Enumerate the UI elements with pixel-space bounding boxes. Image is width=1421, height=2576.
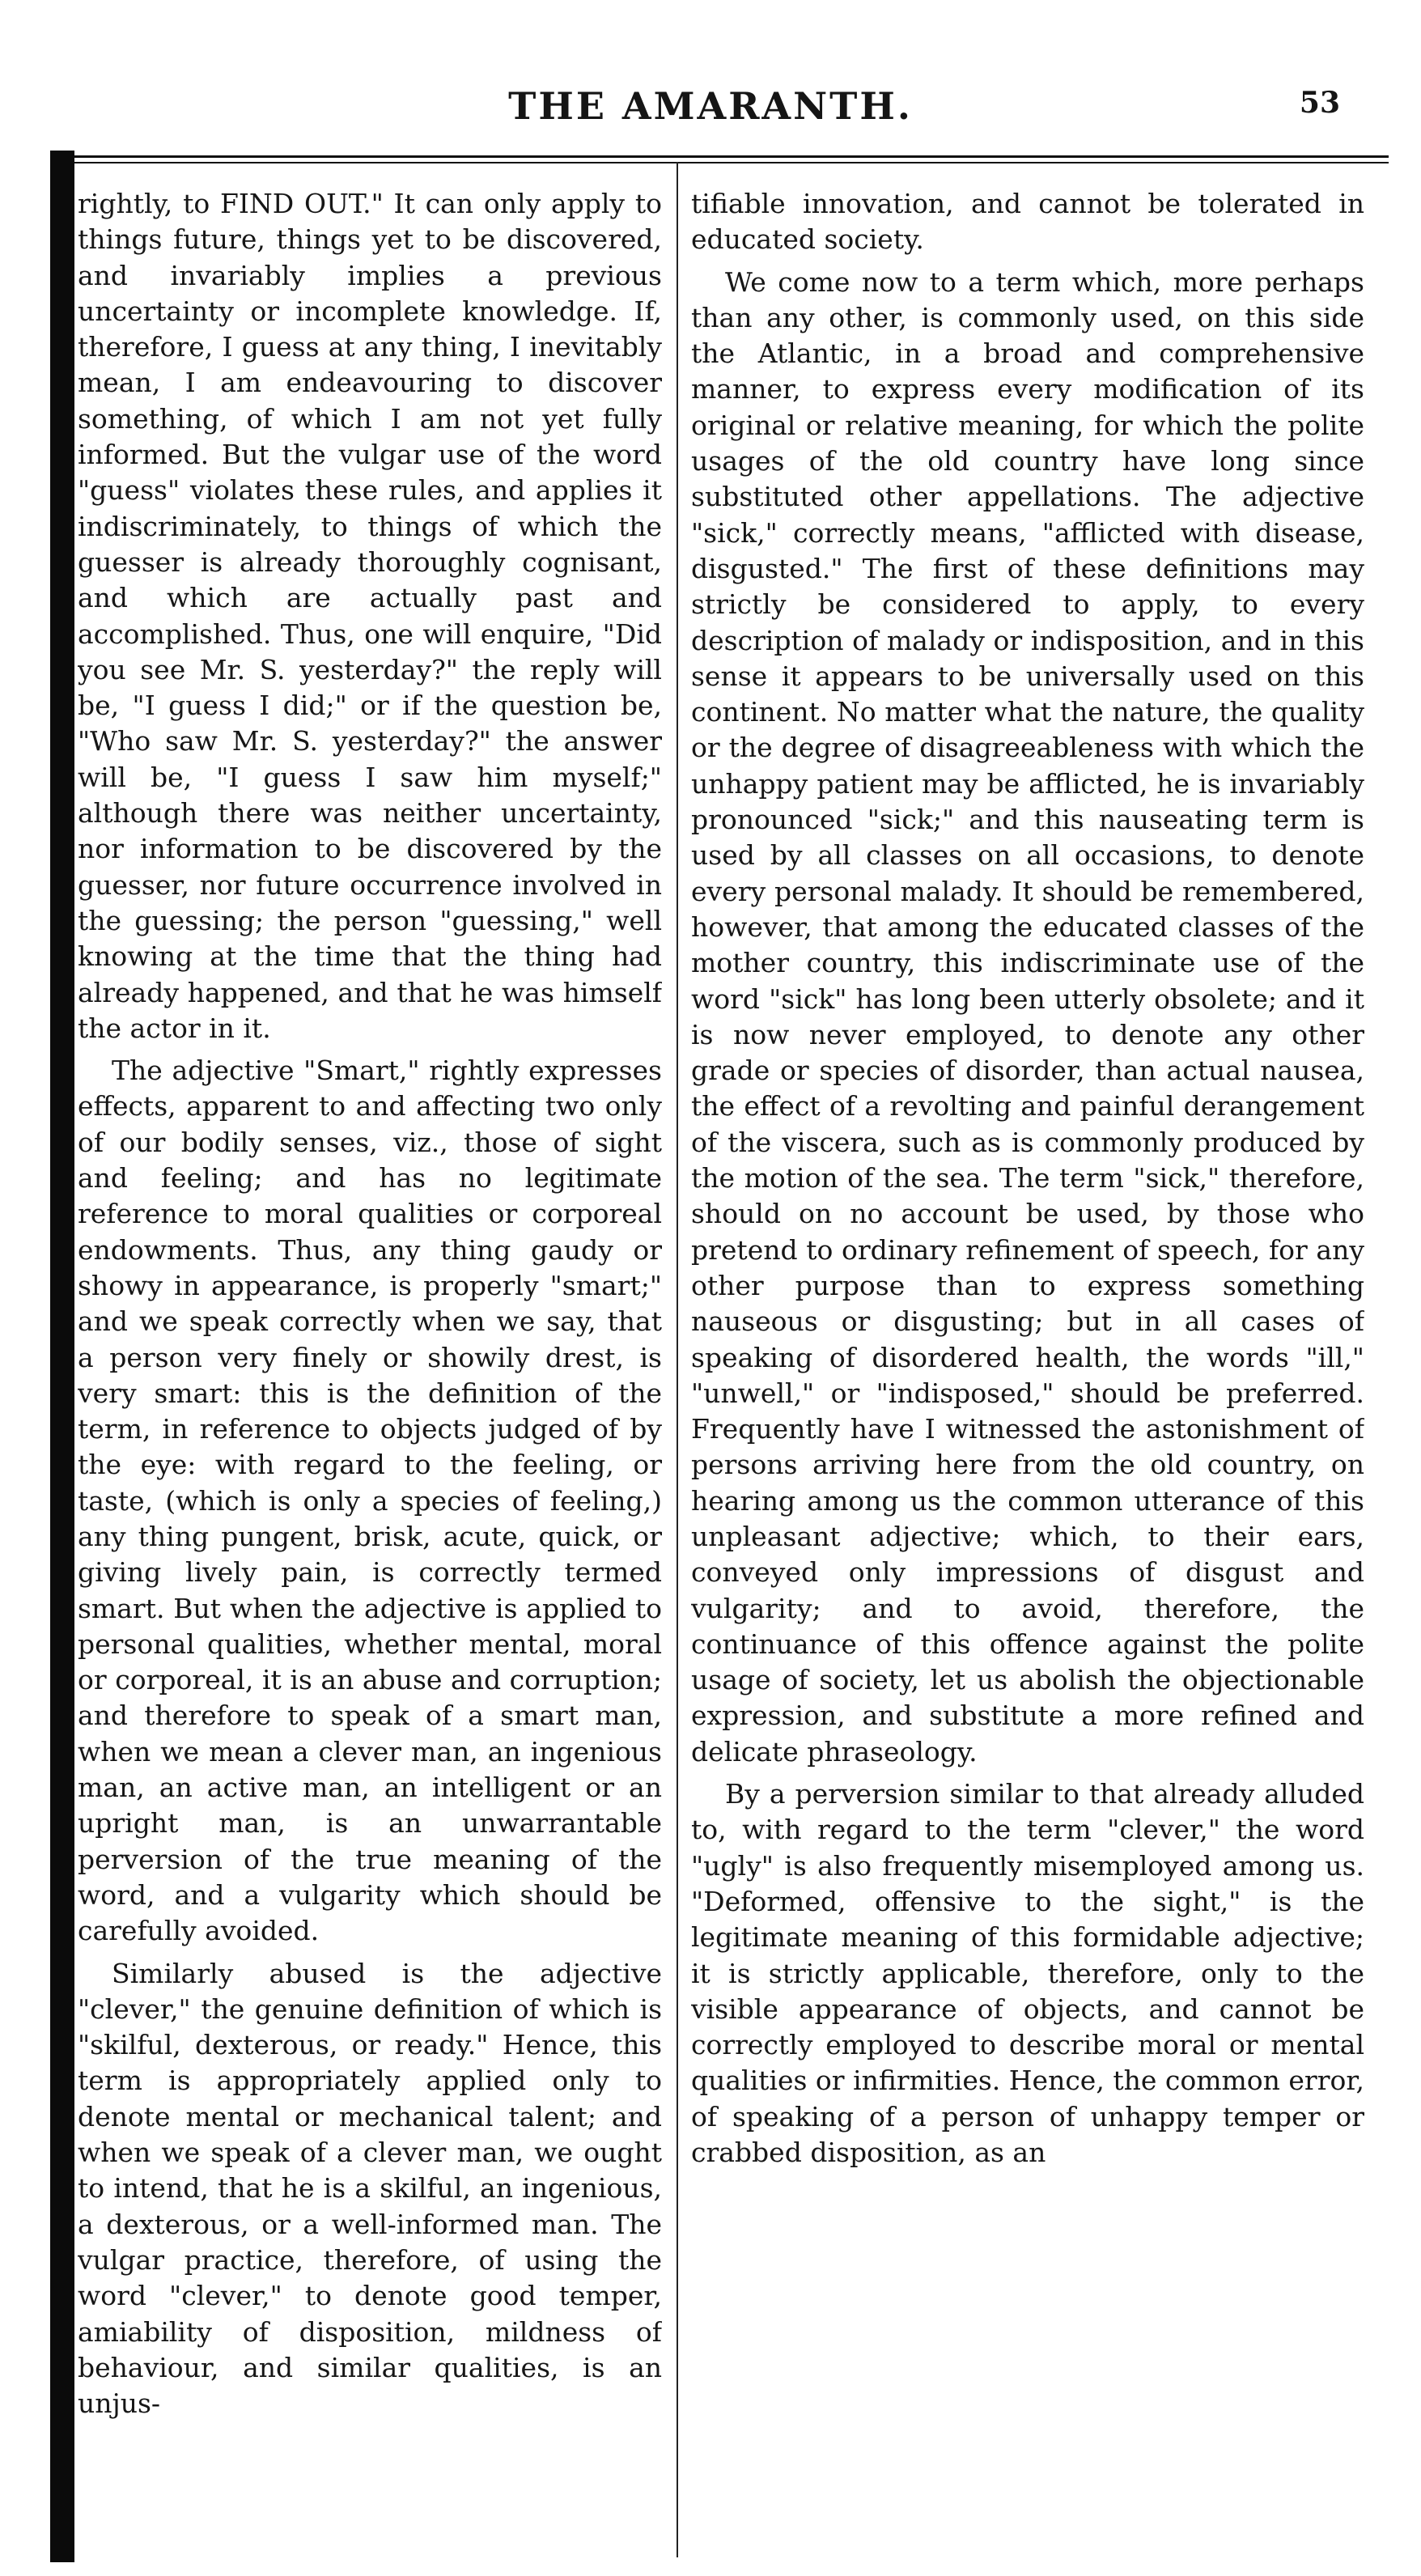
right-column <box>691 186 1364 2565</box>
left-column <box>78 186 662 2565</box>
right-paragraph-2: We come now to a term which, more perhaps than any other, is commonly used, on this side the Atlantic, in a broad and comprehensive manner, to express every modification of its original or relative meaning, for which the polite usages of the old country have long since substituted other appellations. The adjective "sick," correctly means, "afflicted with disease, disgusted." The first of these definitions may strictly be considered to apply, to every description of malady or indisposition, and in this sense it appears to be universally used on this continent. No matter what the nature, the quality or the degree of disagreeableness with which the unhappy patient may be afflicted, he is invariably pronounced "sick;" and this nauseating term is used by all classes on all occasions, to denote every personal malady. It should be remembered, however, that among the educated classes of the mother country, this indiscriminate use of the word "sick" has long been utterly obsolete; and it is now never employed, to denote any other grade or species of disorder, than actual nausea, the effect of a revolting and painful derangement of the viscera, such as is commonly produced by the motion of the sea. The term "sick," therefore, should on no account be used, by those who pretend to ordinary refinement of speech, for any other purpose than to express something nauseous or disgusting; but in all cases of speaking of disordered health, the words "ill," "unwell," or "indisposed," should be preferred. Frequently have I witnessed the astonishment of persons arriving here from the old country, on hearing among us the common utterance of this unpleasant adjective; which, to their ears, conveyed only impressions of disgust and vulgarity; and to avoid, therefore, the continuance of this offence against the polite usage of society, let us abolish the objectionable expression, and substitute a more refined and delicate phraseology. <box>691 265 1364 1768</box>
column-divider <box>677 162 678 2557</box>
page-header <box>49 84 1372 149</box>
right-paragraph-3: By a perversion similar to that already alluded to, with regard to the term "clever," the word "ugly" is also frequently misemployed among us. "Deformed, offensive to the sight," is the legitimate meaning of this formidable adjective; it is strictly applicable, therefore, only to the visible appearance of objects, and cannot be correctly employed to describe moral or mental qualities or infirmities. Hence, the common error, of speaking of a person of unhappy temper or crabbed disposition, as an <box>691 1778 1364 2169</box>
right-paragraph-1: tifiable innovation, and cannot be tolerated in educated society. <box>691 188 1364 256</box>
binding-shadow <box>50 151 74 2562</box>
left-paragraph-3: Similarly abused is the adjective "clever," the genuine definition of which is "skilful, dexterous, or ready." Hence, this term is appropriately applied only to denote mental or mechanical talent; and when we speak of a clever man, we ought to intend, that he is a skilful, an ingenious, a dexterous, or a well-informed man. The vulgar practice, therefore, of using the word "clever," to denote good temper, amiability of disposition, mildness of behaviour, and similar qualities, is an unjus- <box>78 1957 662 2420</box>
header-rule <box>60 155 1389 163</box>
left-paragraph-2: The adjective "Smart," rightly expresses effects, apparent to and affecting two only of our bodily senses, viz., those of sight and feeling; and has no legitimate reference to moral qualities or corporeal endowments. Thus, any thing gaudy or showy in appearance, is properly "smart;" and we speak correctly when we say, that a person very finely or showily drest, is very smart: this is the definition of the term, in reference to objects judged of by the eye: with regard to the feeling, or taste, (which is only a species of feeling,) any thing pungent, brisk, acute, quick, or giving lively pain, is correctly termed smart. But when the adjective is applied to personal qualities, whether mental, moral or corporeal, it is an abuse and corruption; and therefore to speak of a smart man, when we mean a clever man, an ingenious man, an active man, an intelligent or an upright man, is an unwarrantable perversion of the true meaning of the word, and a vulgarity which should be carefully avoided. <box>78 1055 662 1947</box>
left-paragraph-1: rightly, to FIND OUT." It can only apply to things future, things yet to be discovered, and invariably implies a previous uncertainty or incomplete knowledge. If, therefore, I guess at any thing, I inevitably mean, I am endeavouring to discover something, of which I am not yet fully informed. But the vulgar use of the word "guess" violates these rules, and applies it indiscriminately, to things of which the guesser is already thoroughly cognisant, and which are actually past and accomplished. Thus, one will enquire, "Did you see Mr. S. yesterday?" the reply will be, "I guess I did;" or if the question be, "Who saw Mr. S. yesterday?" the answer will be, "I guess I saw him myself;" although there was neither uncertainty, nor information to be discovered by the guesser, nor future occurrence involved in the guessing; the person "guessing," well knowing at the time that the thing had already happened, and that he was himself the actor in it. <box>78 188 662 1044</box>
page-number: 53 <box>1299 86 1340 120</box>
running-title: THE AMARANTH. <box>508 84 913 128</box>
